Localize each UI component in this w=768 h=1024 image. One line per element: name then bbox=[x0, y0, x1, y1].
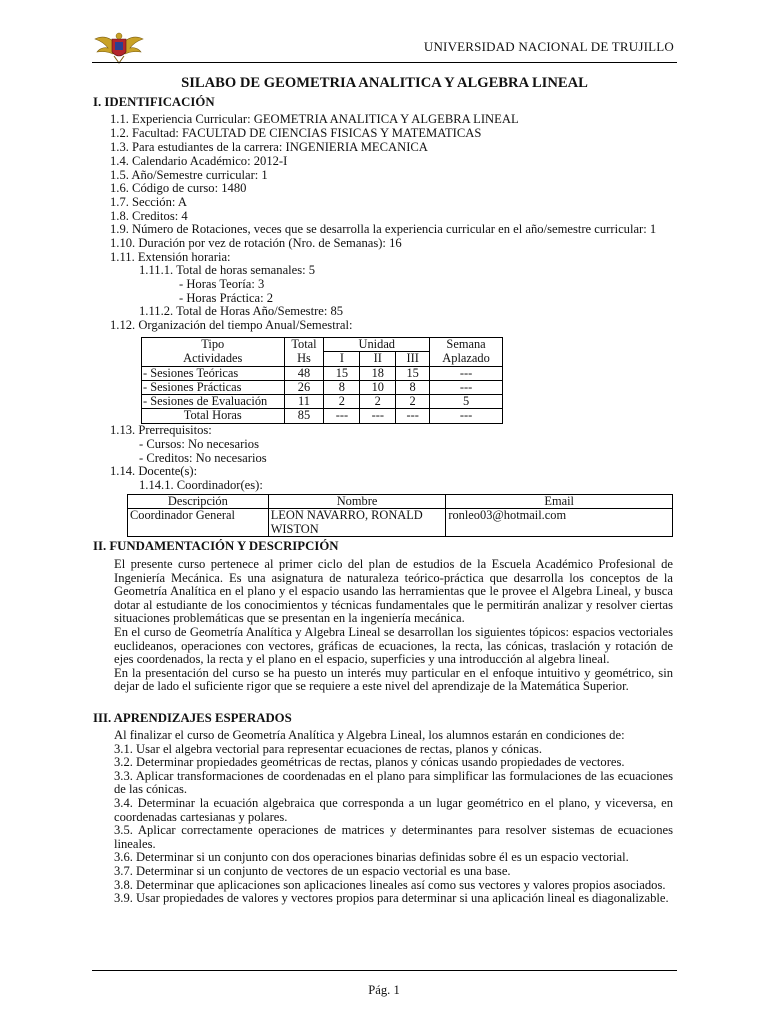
list-item: 1.12. Organización del tiempo Anual/Semestral: bbox=[110, 318, 353, 332]
page-number: Pág. 1 bbox=[368, 983, 400, 997]
list-item: 1.11. Extensión horaria: bbox=[110, 250, 231, 264]
table-row bbox=[142, 352, 503, 366]
list-item: 3.3. Aplicar transformaciones de coordenadas en el plano para simplificar las formulaciones de las ecuaciones de las cónicas. bbox=[114, 768, 673, 797]
header-divider bbox=[92, 62, 677, 63]
table-cell: 10 bbox=[360, 380, 396, 394]
table-row bbox=[128, 495, 673, 509]
table-header: Email bbox=[446, 495, 673, 509]
table-cell: Coordinador General bbox=[128, 509, 269, 537]
list-item: 1.9. Número de Rotaciones, veces que se desarrolla la experiencia curricular en el año/semestre curricular: 1 bbox=[110, 222, 657, 236]
university-seal-icon bbox=[94, 30, 144, 64]
paragraph: Al finalizar el curso de Geometría Analítica y Algebra Lineal, los alumnos estarán en condiciones de: bbox=[114, 728, 625, 742]
list-item: 3.7. Determinar si un conjunto de vectores de un espacio vectorial es una base. bbox=[114, 863, 511, 878]
list-item: 3.6. Determinar si un conjunto con dos operaciones binarias definidas sobre él es un espacio vectorial. bbox=[114, 850, 629, 865]
table-cell: 11 bbox=[284, 395, 324, 409]
section-body bbox=[114, 558, 673, 694]
university-name: UNIVERSIDAD NACIONAL DE TRUJILLO bbox=[423, 39, 674, 54]
list-item: - Horas Práctica: 2 bbox=[179, 291, 274, 305]
table-cell bbox=[268, 509, 446, 537]
list-item: 1.1. Experiencia Curricular: GEOMETRIA ANALITICA Y ALGEBRA LINEAL bbox=[110, 112, 519, 126]
list-item: - Horas Teoría: 3 bbox=[179, 277, 265, 291]
table-row bbox=[128, 509, 673, 537]
list-item: 1.2. Facultad: FACULTAD DE CIENCIAS FISICAS Y MATEMATICAS bbox=[110, 126, 482, 140]
table-header: Total bbox=[284, 338, 324, 352]
list-item: 3.9. Usar propiedades de valores y vectores propios para determinar si una aplicación lineal es diagonalizable. bbox=[114, 891, 669, 906]
table-cell: 5 bbox=[430, 395, 503, 409]
list-item: 1.7. Sección: A bbox=[110, 195, 187, 209]
list-item: - Creditos: No necesarios bbox=[139, 451, 267, 465]
table-cell: - Sesiones Prácticas bbox=[142, 380, 285, 394]
list-item: 3.2. Determinar propiedades geométricas de rectas, planos y cónicas usando propiedades de vectores. bbox=[114, 755, 625, 770]
list-item: 1.11.2. Total de Horas Año/Semestre: 85 bbox=[139, 304, 344, 318]
table-cell: --- bbox=[430, 409, 503, 423]
list-item: 3.8. Determinar que aplicaciones son aplicaciones lineales así como sus vectores y valores propios asociados. bbox=[114, 877, 666, 892]
list-item: 1.6. Código de curso: 1480 bbox=[110, 181, 247, 195]
table-cell: 18 bbox=[360, 366, 396, 380]
paragraph: El presente curso pertenece al primer ciclo del plan de estudios de la Escuela Académico Profesional de Ingeniería Mecánica. Es una asignatura de naturaleza teórico-práctica que desarrolla los conceptos de la Geometría Analítica en el plano y el espacio usando las herramientas que le provee el Algebra Lineal, y busca dotar al estudiante de los conocimientos y técnicas fundamentales que le permitirán analizar y resolver ciertas situaciones problemáticas que se presentan en la ingeniería mecánica. bbox=[114, 557, 673, 626]
table-cell: --- bbox=[396, 409, 430, 423]
table-header: II bbox=[360, 352, 396, 366]
time-organization-table bbox=[141, 337, 503, 424]
list-item: 1.13. Prerrequisitos: bbox=[110, 423, 212, 437]
table-header: Unidad bbox=[324, 338, 430, 352]
table-row bbox=[142, 338, 503, 352]
list-item: 1.14. Docente(s): bbox=[110, 464, 198, 478]
table-cell: 48 bbox=[284, 366, 324, 380]
table-cell: - Sesiones de Evaluación bbox=[142, 395, 285, 409]
table-header: Aplazado bbox=[430, 352, 503, 366]
list-item: 1.11.1. Total de horas semanales: 5 bbox=[139, 263, 316, 277]
list-item: 3.5. Aplicar correctamente operaciones de matrices y determinantes para resolver sistemas de ecuaciones lineales. bbox=[114, 823, 673, 851]
table-header: Hs bbox=[284, 352, 324, 366]
list-item: - Cursos: No necesarios bbox=[139, 437, 259, 451]
list-item: 1.8. Creditos: 4 bbox=[110, 209, 188, 223]
table-header: Tipo bbox=[142, 338, 285, 352]
coordinator-name-line: WISTON bbox=[270, 521, 319, 536]
table-cell: --- bbox=[324, 409, 360, 423]
table-header: I bbox=[324, 352, 360, 366]
section-heading-identificacion: I. IDENTIFICACIÓN bbox=[93, 95, 215, 109]
list-item: 1.10. Duración por vez de rotación (Nro. de Semanas): 16 bbox=[110, 236, 402, 250]
table-cell: 2 bbox=[360, 395, 396, 409]
section-heading-aprendizajes: III. APRENDIZAJES ESPERADOS bbox=[93, 711, 292, 725]
table-cell: Total Horas bbox=[142, 409, 285, 423]
table-header: Semana bbox=[430, 338, 503, 352]
email-link[interactable]: ronleo03@hotmail.com bbox=[446, 509, 673, 537]
table-header: Nombre bbox=[268, 495, 446, 509]
table-cell: 85 bbox=[284, 409, 324, 423]
section-body bbox=[114, 729, 673, 906]
table-row bbox=[142, 366, 503, 380]
section-heading-fundamentacion: II. FUNDAMENTACIÓN Y DESCRIPCIÓN bbox=[93, 539, 339, 553]
list-item: 1.5. Año/Semestre curricular: 1 bbox=[110, 168, 268, 182]
document-title: SILABO DE GEOMETRIA ANALITICA Y ALGEBRA LINEAL bbox=[181, 75, 588, 91]
table-header: Descripción bbox=[128, 495, 269, 509]
table-cell: 2 bbox=[396, 395, 430, 409]
table-cell: --- bbox=[360, 409, 396, 423]
list-item: 1.14.1. Coordinador(es): bbox=[139, 478, 263, 492]
coordinator-name-line: LEON NAVARRO, RONALD bbox=[270, 508, 423, 523]
table-cell: 8 bbox=[324, 380, 360, 394]
table-header: Actividades bbox=[142, 352, 285, 366]
table-cell: 2 bbox=[324, 395, 360, 409]
coordinator-table bbox=[127, 494, 673, 537]
footer-divider bbox=[92, 970, 677, 971]
paragraph: En el curso de Geometría Analítica y Algebra Lineal se desarrollan los siguientes tópicos: espacios vectoriales euclideanos, operaciones con vectores, gráficas de ecuaciones, la recta, las cónicas, traslación y rotación de ejes coordenados, la recta y el plano en el espacio, superficies y una introducción al algebra lineal. bbox=[114, 624, 673, 667]
table-cell: 8 bbox=[396, 380, 430, 394]
table-cell: 26 bbox=[284, 380, 324, 394]
table-row bbox=[142, 395, 503, 409]
list-item: 3.4. Determinar la ecuación algebraica que corresponda a un lugar geométrico en el plano, y viceversa, en coordenadas cartesianas y polares. bbox=[114, 795, 673, 824]
table-row bbox=[142, 380, 503, 394]
list-item: 3.1. Usar el algebra vectorial para representar ecuaciones de rectas, planos y cónicas. bbox=[114, 741, 542, 756]
paragraph: En la presentación del curso se ha puesto un interés muy particular en el enfoque intuitivo y geométrico, sin dejar de lado el suficiente rigor que se requiere a este nivel del aprendizaje de la Matemática Superior. bbox=[114, 665, 673, 694]
table-row bbox=[142, 409, 503, 423]
table-header: III bbox=[396, 352, 430, 366]
table-cell: --- bbox=[430, 366, 503, 380]
list-item: 1.3. Para estudiantes de la carrera: INGENIERIA MECANICA bbox=[110, 140, 428, 154]
table-cell: 15 bbox=[324, 366, 360, 380]
list-item: 1.4. Calendario Académico: 2012-I bbox=[110, 154, 288, 168]
table-cell: --- bbox=[430, 380, 503, 394]
table-cell: 15 bbox=[396, 366, 430, 380]
table-cell: - Sesiones Teóricas bbox=[142, 366, 285, 380]
